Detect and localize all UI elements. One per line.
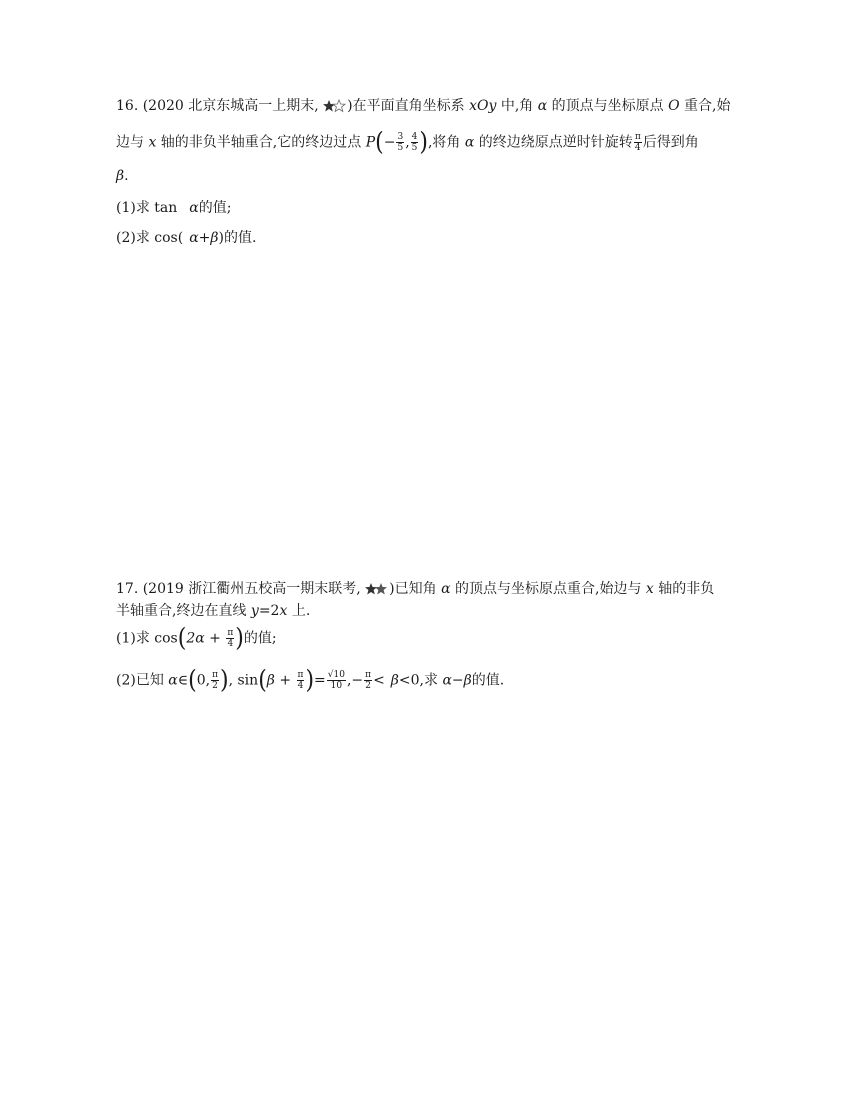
q17-frac-num-pi-4: π — [365, 670, 372, 680]
q16-p1-tail: 的值; — [198, 200, 232, 216]
q17-zero: 0, — [196, 672, 211, 689]
q17-frac-den-4: 4 — [227, 639, 234, 649]
q16-p2-alpha: α — [189, 230, 199, 246]
q17-line-2 — [116, 601, 310, 621]
q17-beta-plus: β + — [266, 672, 296, 689]
q17-p2-alpha: α — [168, 672, 178, 689]
q16-comma: , — [405, 134, 410, 151]
q16-line-3 — [116, 166, 129, 186]
q17-frac-pi-2 — [211, 670, 219, 691]
q17-beta: β — [390, 672, 399, 689]
q17-frac-pi-4b — [297, 670, 305, 691]
q17-line-1 — [116, 579, 714, 599]
q17-eq: = — [314, 672, 326, 689]
q17-frac-den-4b: 4 — [297, 681, 304, 691]
q17-frac-den-2b: 2 — [365, 681, 371, 691]
q17-text-d: 半轴重合,终边在直线 — [116, 603, 251, 619]
q17-alpha-3: α — [442, 672, 452, 689]
q17-minus: − — [451, 672, 464, 689]
q16-neg: − — [383, 134, 396, 151]
q16-frac-pi-4 — [634, 132, 642, 153]
q16-p1-alpha: α — [189, 200, 199, 216]
q16-text-c: 的顶点与坐标原点 — [547, 98, 669, 114]
q16-frac-den-4: 4 — [634, 143, 641, 153]
q17-frac-num-pi-3: π — [297, 670, 304, 680]
q17-frac-pi-4 — [226, 628, 234, 649]
q17-lt0: <0,求 — [398, 672, 443, 689]
q16-p2-beta: β — [210, 230, 219, 246]
q16-text-g: ,将角 — [427, 134, 465, 151]
q16-line-2 — [116, 127, 699, 157]
q16-line-1 — [116, 96, 731, 116]
q17-text-e: 上. — [287, 603, 311, 619]
q17-frac-num-sqrt10: √10 — [327, 670, 345, 680]
q16-p1-text: (1)求 tan — [116, 200, 178, 216]
paren-right: ) — [419, 127, 428, 157]
q16-text-d: 重合,始 — [679, 98, 731, 114]
q17-two-alpha: 2α + — [186, 630, 226, 647]
q17-frac-den-10: 10 — [330, 681, 343, 691]
q17-frac-num-pi: π — [227, 628, 234, 638]
q17-neg: ,− — [346, 672, 364, 689]
q16-alpha: α — [537, 98, 548, 114]
q17-beta-2: β — [463, 672, 472, 689]
q17-p2-text: (2)已知 — [116, 672, 169, 689]
q16-frac-den-5b: 5 — [411, 143, 418, 153]
q16-frac-num-3: 3 — [397, 132, 404, 142]
q16-beta: β — [116, 168, 125, 184]
q17-p1-tail: 的值; — [243, 630, 277, 647]
q16-xoy: xOy — [469, 98, 497, 114]
q17-p1-text: (1)求 cos — [116, 630, 178, 647]
q17-sin: , sin — [228, 672, 259, 689]
paren-left: ( — [188, 665, 197, 695]
paren-left: ( — [258, 665, 267, 695]
q17-alpha: α — [441, 581, 451, 597]
q16-frac-num-pi: π — [634, 132, 641, 142]
q17-number: 17. — [116, 581, 139, 597]
q16-origin: O — [668, 98, 680, 114]
q16-number: 16. — [116, 98, 139, 114]
paren-right: ) — [305, 665, 315, 695]
q17-x-2: x — [279, 603, 288, 619]
q16-text-h: 的终边绕原点逆时针旋转 — [474, 134, 633, 151]
q16-p2-tail: )的值. — [218, 230, 257, 246]
q16-part-2 — [116, 228, 256, 248]
q17-frac-pi-2b — [364, 670, 372, 691]
q16-text-i: 后得到角 — [642, 134, 699, 151]
q16-frac-3-5 — [396, 132, 404, 153]
q17-y: y — [250, 603, 259, 619]
q16-alpha-2: α — [464, 134, 475, 151]
q17-frac-sqrt10 — [327, 670, 346, 691]
q17-text-a: )已知角 — [389, 581, 442, 597]
q17-part-2 — [116, 665, 505, 695]
q16-part-1 — [116, 198, 231, 218]
q16-dot: . — [124, 168, 129, 184]
q16-text-a: )在平面直角坐标系 — [347, 98, 470, 114]
paren-right: ) — [235, 623, 244, 653]
q16-frac-num-4: 4 — [411, 132, 418, 142]
paren-left: ( — [177, 623, 187, 653]
q16-text-e: 边与 — [116, 134, 149, 151]
q16-p2-plus: + — [198, 230, 211, 246]
difficulty-stars-icon — [365, 582, 389, 596]
q17-part-1 — [116, 623, 277, 653]
q16-p2-text: (2)求 cos( — [116, 230, 184, 246]
q17-p2-tail: 的值. — [471, 672, 505, 689]
paren-right: ) — [220, 665, 229, 695]
q16-frac-4-5 — [411, 132, 419, 153]
q17-lt: < — [373, 672, 385, 689]
paren-left: ( — [375, 127, 384, 157]
q17-in: ∈ — [177, 672, 189, 689]
q17-text-b: 的顶点与坐标原点重合,始边与 — [450, 581, 646, 597]
q16-text-b: 中,角 — [496, 98, 538, 114]
q16-frac-den-5: 5 — [397, 143, 404, 153]
q17-source: (2019 浙江衢州五校高一期末联考, — [142, 581, 361, 597]
q17-text-c: 轴的非负 — [653, 581, 715, 597]
q17-frac-num-pi-2: π — [212, 670, 218, 680]
q17-frac-den-2: 2 — [212, 681, 218, 691]
difficulty-stars-icon — [323, 99, 347, 113]
q16-source: (2020 北京东城高一上期末, — [142, 98, 319, 114]
q17-x: x — [645, 581, 654, 597]
q17-eq2: =2 — [258, 603, 280, 619]
q16-text-f: 轴的非负半轴重合,它的终边过点 — [156, 134, 366, 151]
q16-x: x — [148, 134, 157, 151]
q16-p: P — [365, 134, 376, 151]
